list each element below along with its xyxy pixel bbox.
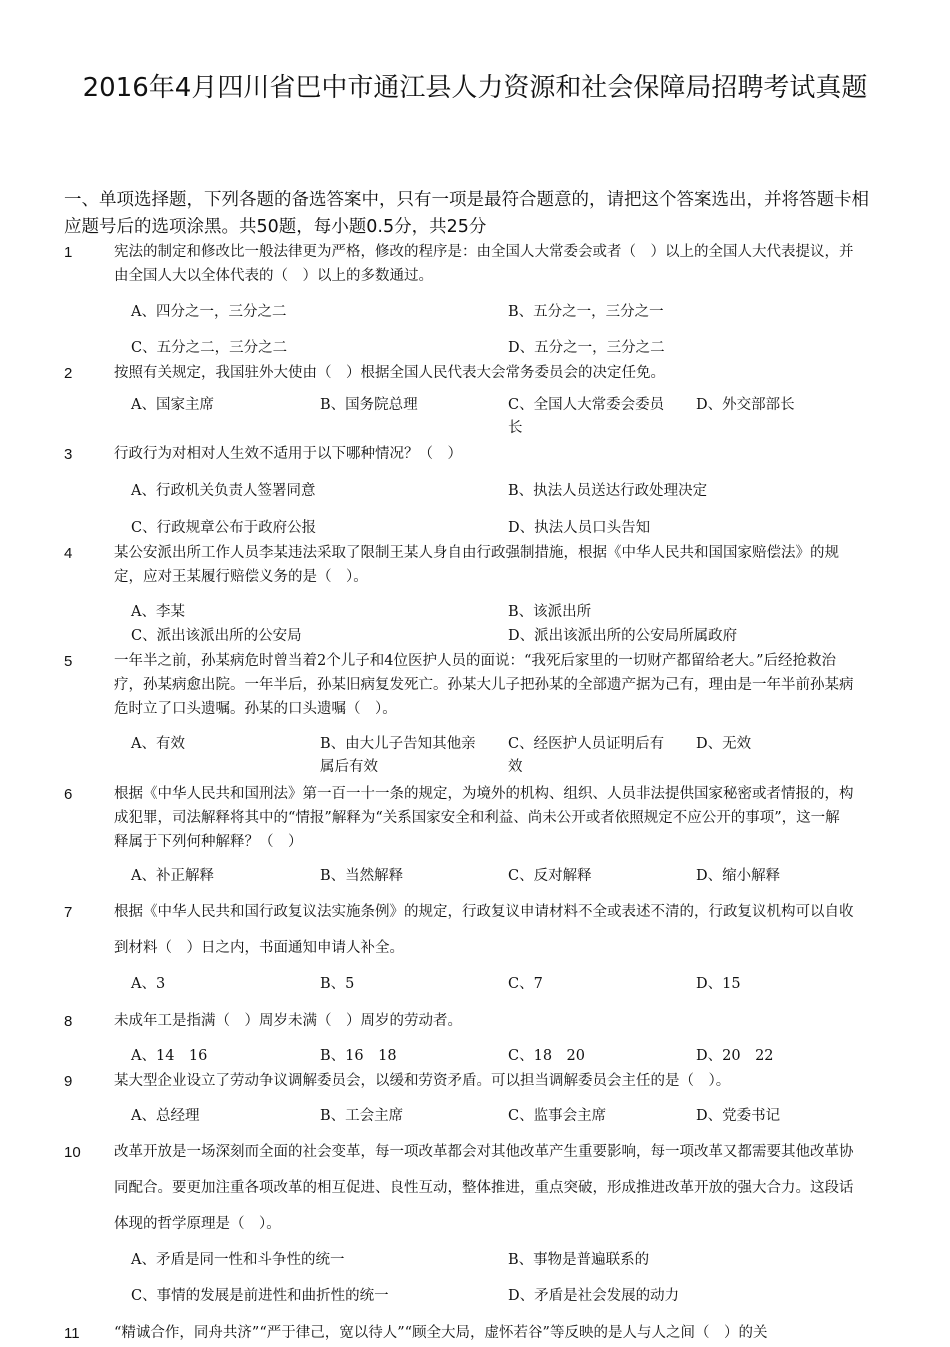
question-text: 宪法的制定和修改比一般法律更为严格，修改的程序是：由全国人大常委会或者（ ）以上的全国人大代表提议，并由全国人大以全体代表的（ ）以上的多数通过。 <box>114 244 854 284</box>
option-a[interactable]: A、总经理 <box>131 1108 200 1124</box>
option-a[interactable]: A、14 16 <box>131 1048 208 1064</box>
option-b[interactable]: B、由大儿子告知其他亲属后有效 <box>320 736 476 775</box>
option-d[interactable]: D、执法人员口头告知 <box>508 520 651 536</box>
option-c[interactable]: C、监事会主席 <box>508 1108 607 1124</box>
question-number: 3 <box>64 446 73 463</box>
question-number: 7 <box>64 904 73 921</box>
question-number: 1 <box>64 244 73 261</box>
option-d[interactable]: D、缩小解释 <box>696 868 781 884</box>
option-a[interactable]: A、有效 <box>131 736 185 752</box>
question-text: 改革开放是一场深刻而全面的社会变革，每一项改革都会对其他改革产生重要影响，每一项改革又都需要其他改革协同配合。要更加注重各项改革的相互促进、良性互动，整体推进，重点突破，形成推进改革开放的强大合力。这段话体现的哲学原理是（ ）。 <box>114 1144 854 1232</box>
option-a[interactable]: A、李某 <box>131 604 185 620</box>
option-d[interactable]: D、五分之一，三分之二 <box>508 340 665 356</box>
question-text: 根据《中华人民共和国行政复议法实施条例》的规定，行政复议申请材料不全或表述不清的，行政复议机构可以自收到材料（ ）日之内，书面通知申请人补全。 <box>114 904 854 956</box>
section-instructions: 一、单项选择题，下列各题的备选答案中，只有一项是最符合题意的，请把这个答案选出，并将答题卡相应题号后的选项涂黑。共50题，每小题0.5分，共25分 <box>64 190 869 237</box>
option-c[interactable]: C、全国人大常委会委员长 <box>508 397 665 436</box>
option-c[interactable]: C、五分之二，三分之二 <box>131 340 288 356</box>
option-d[interactable]: D、矛盾是社会发展的动力 <box>508 1288 680 1304</box>
option-c[interactable]: C、反对解释 <box>508 868 592 884</box>
question-text: 根据《中华人民共和国刑法》第一百一十一条的规定，为境外的机构、组织、人员非法提供国家秘密或者情报的，构成犯罪，司法解释将其中的“情报”解释为“关系国家安全和利益、尚未公开或者依照规定不应公开的事项”，这一解释属于下列何种解释？（ ） <box>114 786 854 850</box>
option-c[interactable]: C、行政规章公布于政府公报 <box>131 520 317 536</box>
option-c[interactable]: C、经医护人员证明后有效 <box>508 736 665 775</box>
option-b[interactable]: B、工会主席 <box>320 1108 404 1124</box>
option-a[interactable]: A、矛盾是同一性和斗争性的统一 <box>131 1252 345 1268</box>
question-text: 行政行为对相对人生效不适用于以下哪种情况？（ ） <box>114 446 462 462</box>
option-a[interactable]: A、国家主席 <box>131 397 214 413</box>
option-b[interactable]: B、16 18 <box>320 1048 397 1064</box>
option-a[interactable]: A、四分之一，三分之二 <box>131 304 287 320</box>
option-b[interactable]: B、该派出所 <box>508 604 592 620</box>
option-d[interactable]: D、15 <box>696 976 741 992</box>
option-b[interactable]: B、当然解释 <box>320 868 404 884</box>
option-d[interactable]: D、党委书记 <box>696 1108 781 1124</box>
option-d[interactable]: D、无效 <box>696 736 752 752</box>
question-text: 未成年工是指满（ ）周岁未满（ ）周岁的劳动者。 <box>114 1013 462 1029</box>
option-a[interactable]: A、行政机关负责人签署同意 <box>131 483 316 499</box>
option-a[interactable]: A、3 <box>131 976 166 992</box>
question-number: 9 <box>64 1073 73 1090</box>
option-c[interactable]: C、事情的发展是前进性和曲折性的统一 <box>131 1288 389 1304</box>
option-c[interactable]: C、7 <box>508 976 543 992</box>
option-d[interactable]: D、20 22 <box>696 1048 774 1064</box>
option-c[interactable]: C、18 20 <box>508 1048 585 1064</box>
question-text: 按照有关规定，我国驻外大使由（ ）根据全国人民代表大会常务委员会的决定任免。 <box>114 365 665 381</box>
question-text: 某大型企业设立了劳动争议调解委员会，以缓和劳资矛盾。可以担当调解委员会主任的是（ ）。 <box>114 1073 731 1089</box>
option-d[interactable]: D、派出该派出所的公安局所属政府 <box>508 628 738 644</box>
question-number: 10 <box>64 1144 81 1161</box>
option-d[interactable]: D、外交部部长 <box>696 397 795 413</box>
option-b[interactable]: B、5 <box>320 976 355 992</box>
page-title: 2016年4月四川省巴中市通江县人力资源和社会保障局招聘考试真题 <box>82 73 868 103</box>
question-text: 一年半之前，孙某病危时曾当着2个儿子和4位医护人员的面说：“我死后家里的一切财产都留给老大。”后经抢救治疗，孙某病愈出院。一年半后，孙某旧病复发死亡。孙某大儿子把孙某的全部遗产据为己有，理由是一年半前孙某病危时立了口头遗嘱。孙某的口头遗嘱（ ）。 <box>114 653 854 717</box>
question-number: 6 <box>64 786 73 803</box>
option-a[interactable]: A、补正解释 <box>131 868 214 884</box>
option-b[interactable]: B、国务院总理 <box>320 397 418 413</box>
option-b[interactable]: B、执法人员送达行政处理决定 <box>508 483 708 499</box>
question-number: 2 <box>64 365 73 382</box>
question-number: 11 <box>64 1325 80 1342</box>
question-text: 某公安派出所工作人员李某违法采取了限制王某人身自由行政强制措施，根据《中华人民共和国国家赔偿法》的规定，应对王某履行赔偿义务的是（ ）。 <box>114 545 839 585</box>
question-number: 5 <box>64 653 73 670</box>
option-b[interactable]: B、五分之一，三分之一 <box>508 304 664 320</box>
question-text: “精诚合作，同舟共济”“严于律己，宽以待人”“顾全大局，虚怀若谷”等反映的是人与人之间（ ）的关 <box>114 1325 768 1341</box>
question-number: 8 <box>64 1013 73 1030</box>
option-b[interactable]: B、事物是普遍联系的 <box>508 1252 650 1268</box>
question-number: 4 <box>64 545 73 562</box>
option-c[interactable]: C、派出该派出所的公安局 <box>131 628 302 644</box>
